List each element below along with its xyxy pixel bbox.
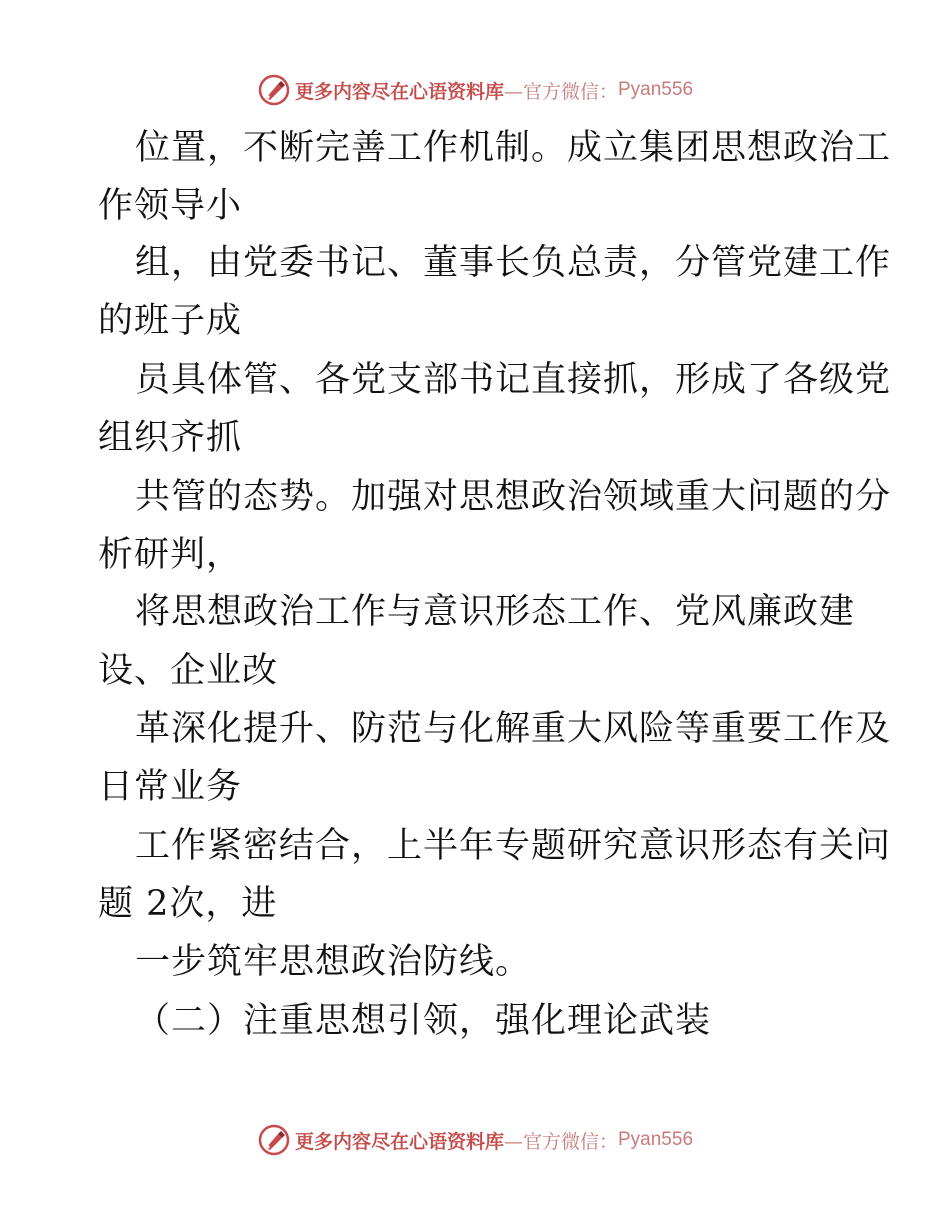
paragraph-line: 革深化提升、防范与化解重大风险等重要工作及 — [135, 709, 892, 749]
banner-main-text: 更多内容尽在心语资料库 — [294, 1130, 504, 1153]
paragraph-line: 题 2次，进 — [98, 884, 278, 924]
paragraph-line: 组，由党委书记、董事长负总责，分管党建工作 — [135, 243, 892, 283]
banner-main-text: 更多内容尽在心语资料库 — [294, 80, 504, 103]
paragraph-line: 工作紧密结合，上半年专题研究意识形态有关问 — [135, 826, 892, 866]
paragraph-line: 作领导小 — [98, 186, 243, 226]
pen-logo-icon — [257, 73, 291, 107]
paragraph-line: 位置，不断完善工作机制。成立集团思想政治工 — [135, 128, 892, 168]
paragraph-line: 员具体管、各党支部书记直接抓，形成了各级党 — [135, 360, 892, 400]
pen-logo-icon — [257, 1123, 291, 1157]
banner-sub-text: —官方微信： — [503, 1130, 618, 1153]
paragraph-line: 设、企业改 — [98, 651, 279, 691]
paragraph-line: 组织齐抓 — [98, 418, 243, 458]
paragraph-line: 共管的态势。加强对思想政治领域重大问题的分 — [135, 477, 892, 517]
paragraph-line: 的班子成 — [98, 301, 243, 341]
paragraph-line: 将思想政治工作与意识形态工作、党风廉政建 — [135, 592, 856, 632]
header-banner — [0, 70, 950, 110]
section-heading: （二）注重思想引领，强化理论武装 — [135, 1001, 712, 1041]
footer-banner — [0, 1120, 950, 1160]
banner-wechat-id: Pyan556 — [618, 1129, 694, 1150]
paragraph-line: 析研判， — [98, 535, 243, 575]
paragraph-line: 日常业务 — [98, 767, 243, 807]
paragraph-line: 一步筑牢思想政治防线。 — [135, 942, 532, 982]
banner-sub-text: —官方微信： — [503, 80, 618, 103]
banner-wechat-id: Pyan556 — [618, 79, 694, 100]
